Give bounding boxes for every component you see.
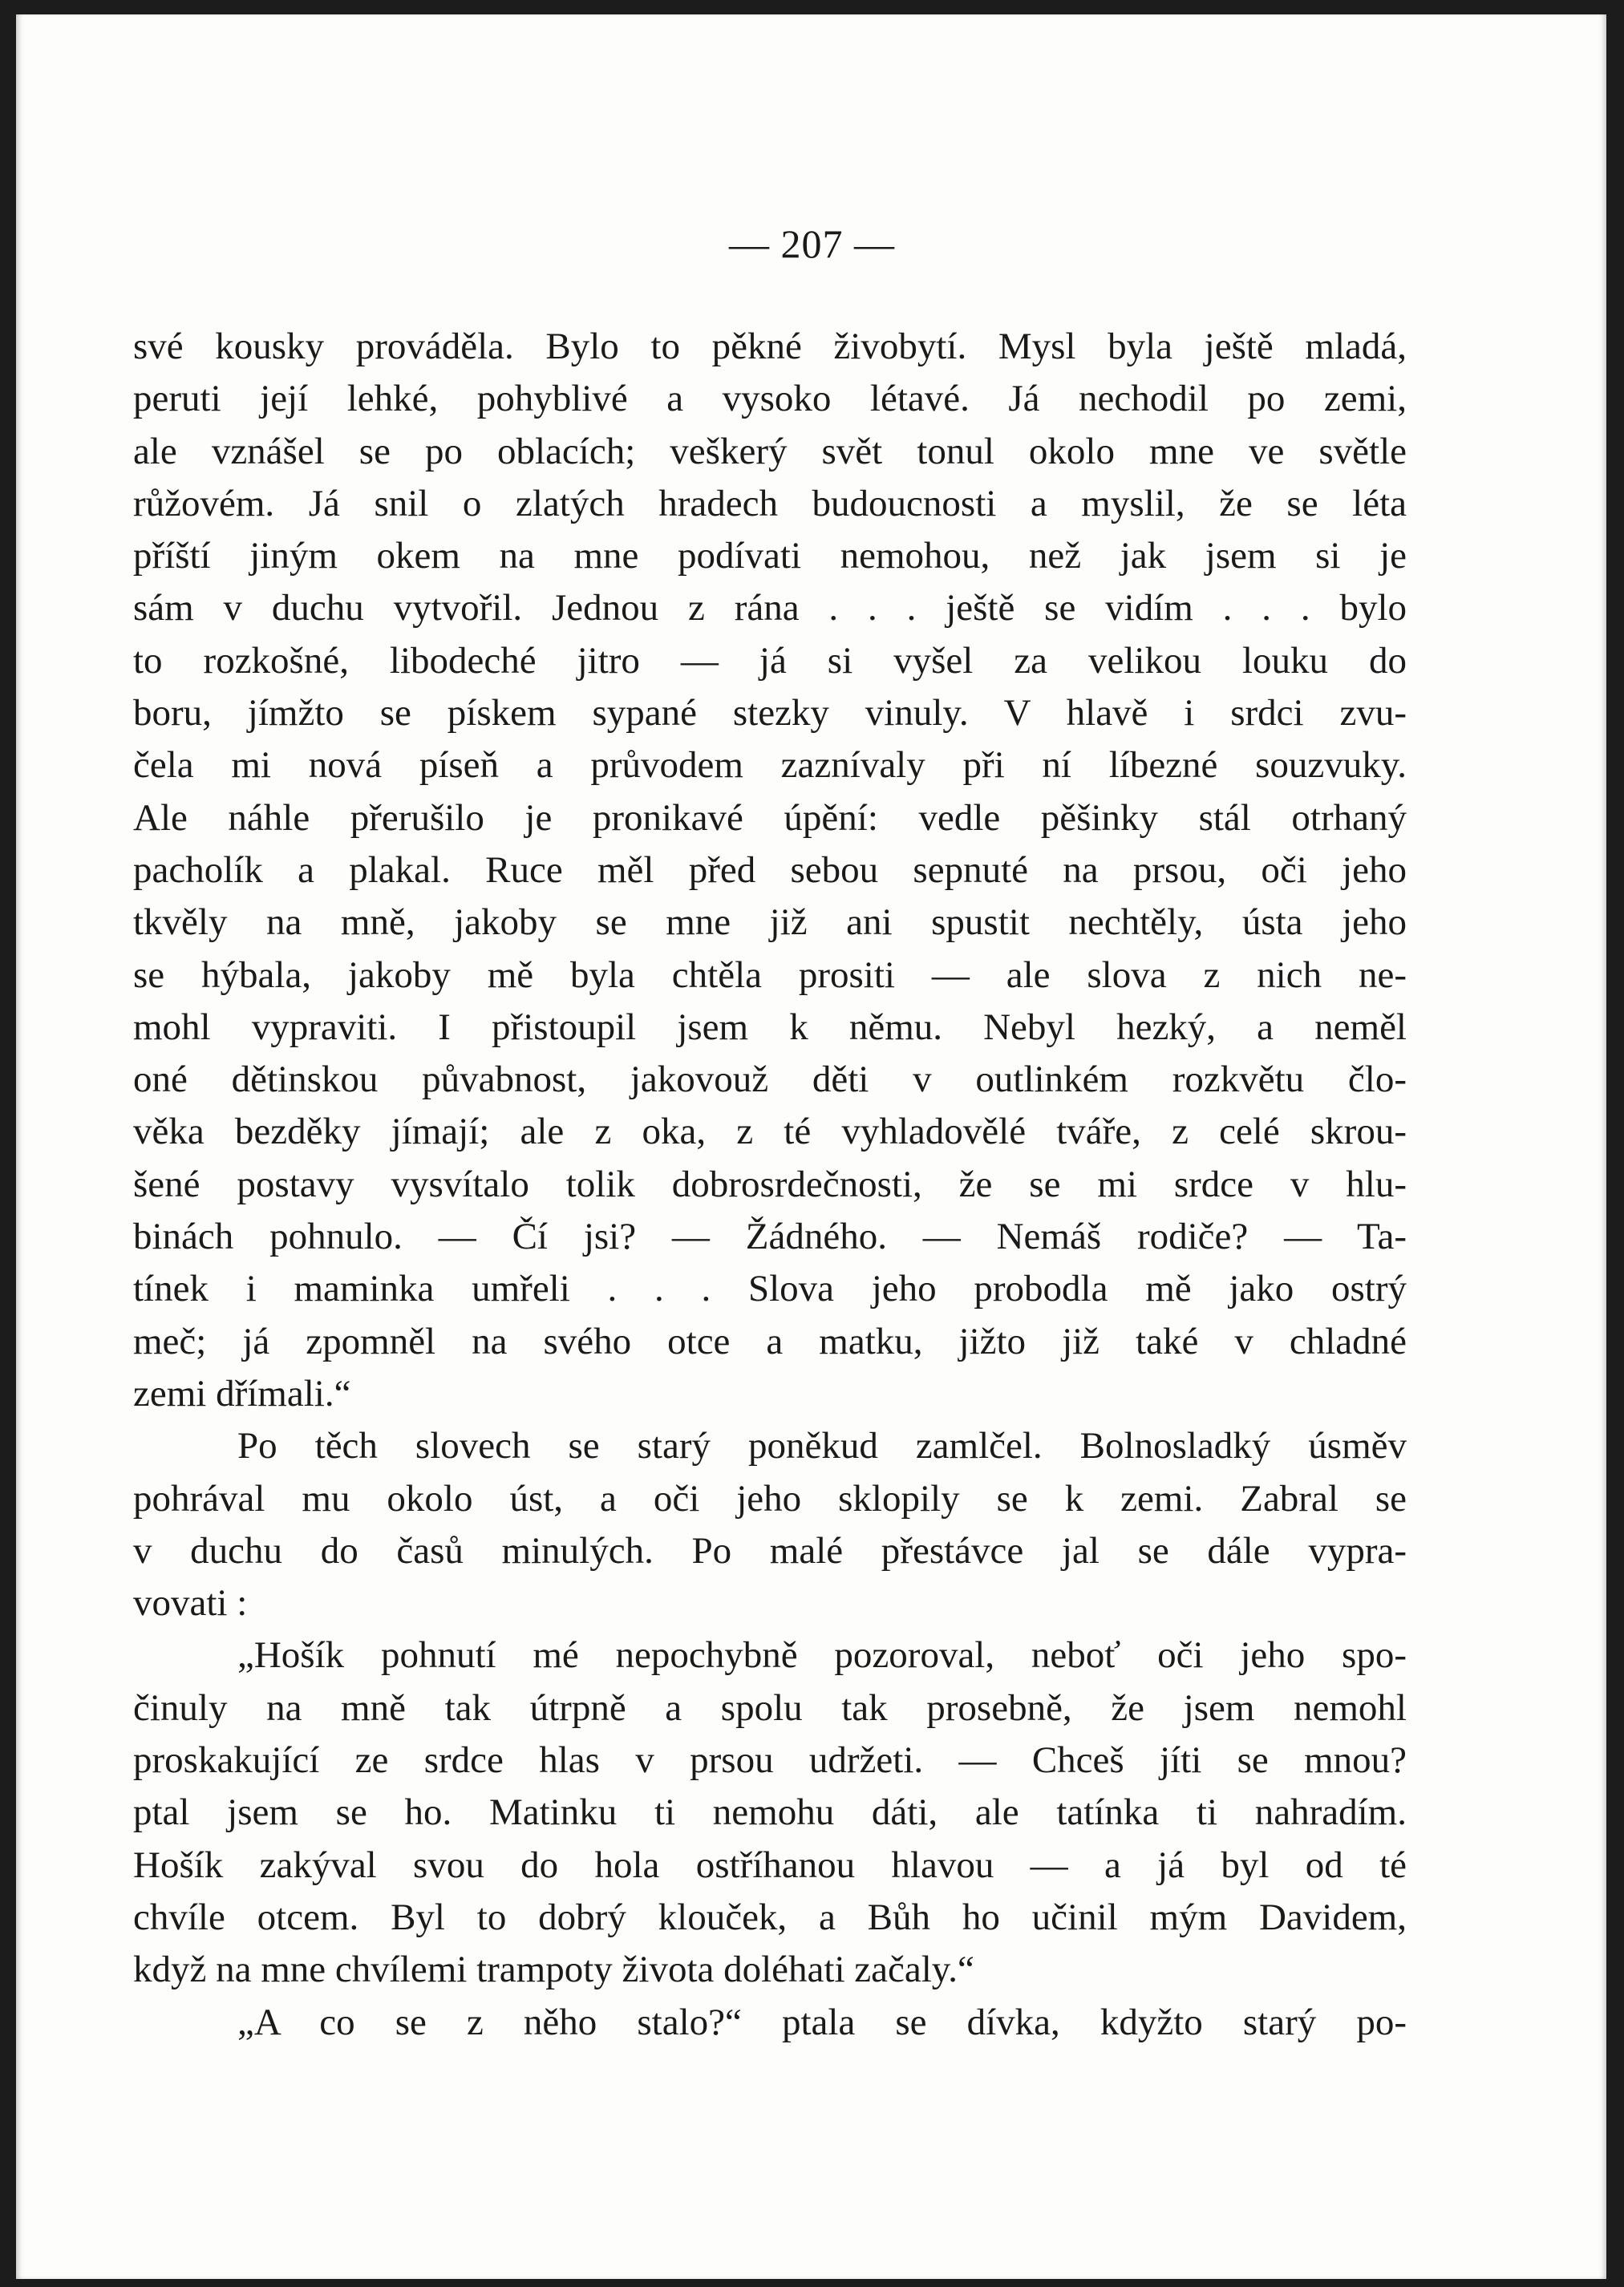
text-line: zemi dřímali.“ — [133, 1372, 351, 1415]
text-line: šené postavy vysvítalo tolik dobrosrdečnosti, že se mi srdce v hlu- — [133, 1163, 1407, 1205]
text-line: vovati : — [133, 1582, 248, 1625]
text-line: ptal jsem se ho. Matinku ti nemohu dáti, ale tatínka ti nahradím. — [133, 1791, 1407, 1834]
text-line: mohl vypraviti. I přistoupil jsem k němu. Nebyl hezký, a neměl — [133, 1006, 1407, 1048]
text-line: když na mne chvílemi trampoty života doléhati začaly.“ — [133, 1949, 974, 1991]
text-line: peruti její lehké, pohyblivé a vysoko létavé. Já nechodil po zemi, — [133, 378, 1407, 420]
text-line: „A co se z něho stalo?“ ptala se dívka, kdyžto starý po- — [237, 2001, 1407, 2043]
text-line: boru, jímžto se pískem sypané stezky vinuly. V hlavě i srdci zvu- — [133, 692, 1407, 735]
text-line: Hošík zakýval svou do hola ostříhanou hlavou — a já byl od té — [133, 1844, 1407, 1886]
text-line: v duchu do časů minulých. Po malé přestávce jal se dále vypra- — [133, 1529, 1407, 1572]
text-line: binách pohnulo. — Čí jsi? — Žádného. — Nemáš rodiče? — Ta- — [133, 1216, 1407, 1258]
text-line: pohrával mu okolo úst, a oči jeho sklopily se k zemi. Zabral se — [133, 1477, 1407, 1520]
text-line: ale vznášel se po oblacích; veškerý svět tonul okolo mne ve světle — [133, 430, 1407, 472]
text-line: meč; já zpomněl na svého otce a matku, jižto již také v chladné — [133, 1320, 1407, 1362]
text-line: Ale náhle přerušilo je pronikavé úpění: vedle pěšinky stál otrhaný — [133, 796, 1407, 839]
text-line: se hýbala, jakoby mě byla chtěla prositi — ale slova z nich ne- — [133, 953, 1407, 996]
text-line: to rozkošné, libodeché jitro — já si vyšel za velikou louku do — [133, 639, 1407, 682]
page-number: — 207 — — [729, 221, 895, 266]
text-line: tínek i maminka umřeli . . . Slova jeho probodla mě jako ostrý — [133, 1268, 1407, 1310]
text-line: pacholík a plakal. Ruce měl před sebou sepnuté na prsou, oči jeho — [133, 848, 1407, 891]
text-line: své kousky prováděla. Bylo to pěkné živobytí. Mysl byla ještě mladá, — [133, 326, 1407, 367]
text-line: proskakující ze srdce hlas v prsou udržeti. — Chceš jíti se mnou? — [133, 1739, 1407, 1782]
body-text — [133, 321, 1407, 2049]
text-line: věka bezděky jímají; ale z oka, z té vyhladovělé tváře, z celé skrou- — [133, 1111, 1407, 1153]
text-line: činuly na mně tak útrpně a spolu tak prosebně, že jsem nemohl — [133, 1686, 1407, 1729]
text-line: oné dětinskou půvabnost, jakovouž děti v outlinkém rozkvětu člo- — [133, 1058, 1407, 1101]
text-line: čela mi nová píseň a průvodem zaznívaly při ní líbezné souzvuky. — [133, 744, 1407, 787]
text-line: chvíle otcem. Byl to dobrý klouček, a Bůh ho učinil mým Davidem, — [133, 1896, 1407, 1938]
text-line: Po těch slovech se starý poněkud zamlčel. Bolnosladký úsměv — [237, 1425, 1407, 1467]
text-line: tkvěly na mně, jakoby se mne již ani spustit nechtěly, ústa jeho — [133, 901, 1407, 944]
text-line: příští jiným okem na mne podívati nemohou, než jak jsem si je — [133, 535, 1407, 577]
text-line: růžovém. Já snil o zlatých hradech budoucnosti a myslil, že se léta — [133, 482, 1407, 524]
text-line: sám v duchu vytvořil. Jednou z rána . . . ještě se vidím . . . bylo — [133, 587, 1407, 629]
text-line: „Hošík pohnutí mé nepochybně pozoroval, neboť oči jeho spo- — [237, 1634, 1407, 1677]
